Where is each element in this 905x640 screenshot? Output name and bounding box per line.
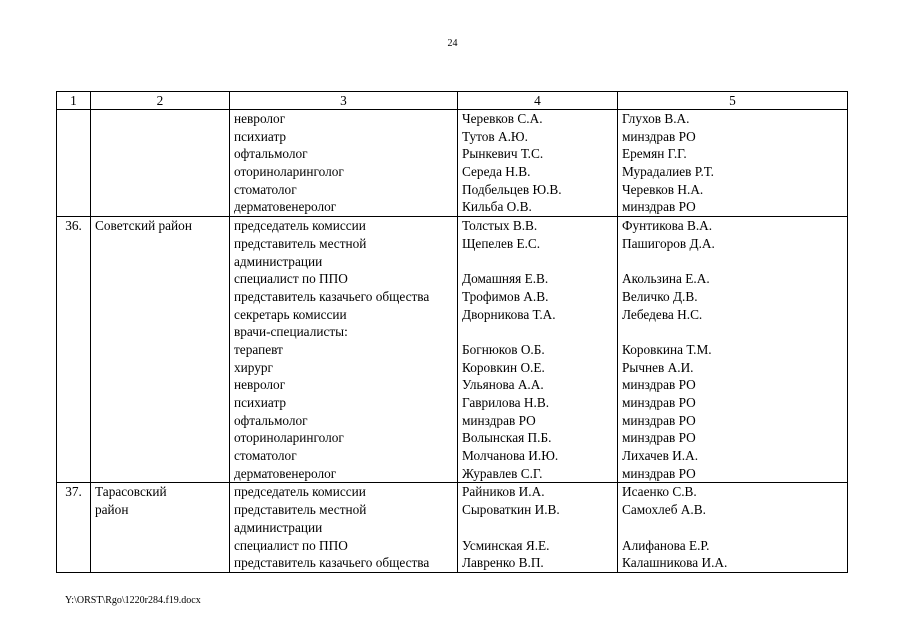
role-cell <box>230 483 458 572</box>
member-name: Домашняя Е.В. <box>462 271 549 287</box>
reserve-cell <box>618 483 848 572</box>
reserve-cell <box>618 217 848 483</box>
header-col-3: 3 <box>230 92 458 110</box>
member-name: Волынская П.Б. <box>462 430 552 446</box>
member-name <box>462 323 613 341</box>
member-name: Толстых В.В. <box>462 218 538 234</box>
member-name: Сыроваткин И.В. <box>462 502 560 518</box>
member-name: Подбельцев Ю.В. <box>462 181 562 197</box>
role-line: оториноларинголог <box>234 164 344 180</box>
role-line: специалист по ППО <box>234 271 348 287</box>
member-name <box>462 253 613 271</box>
header-col-1: 1 <box>57 92 91 110</box>
commission-table <box>56 91 848 573</box>
member-name: Гаврилова Н.В. <box>462 395 550 410</box>
district-cell <box>91 110 230 217</box>
role-line: хирург <box>234 359 273 375</box>
member-name: Ульянова А.А. <box>462 377 544 393</box>
member-name: Тутов А.Ю. <box>462 128 528 144</box>
role-line: секретарь комиссии <box>234 306 347 322</box>
member-name: Кильба О.В. <box>462 199 532 215</box>
district-cell <box>91 483 230 572</box>
district-line: Советский район <box>95 218 192 234</box>
header-col-2: 2 <box>91 92 230 110</box>
role-cell <box>230 217 458 483</box>
reserve-name: Глухов В.А. <box>622 111 690 126</box>
member-name: Усминская Я.Е. <box>462 537 550 553</box>
role-line: председатель комиссии <box>234 218 366 234</box>
member-name: Коровкин О.Е. <box>462 359 545 375</box>
member-name: Трофимов А.В. <box>462 288 549 304</box>
row-number: 36. <box>57 217 91 483</box>
reserve-name: Фунтикова В.А. <box>622 218 713 234</box>
reserve-name: минздрав РО <box>622 395 696 410</box>
table-body <box>57 110 848 573</box>
role-line: психиатр <box>234 128 287 144</box>
reserve-name <box>622 519 843 537</box>
reserve-name <box>622 323 843 341</box>
role-line: администрации <box>234 253 323 269</box>
member-name: Богнюков О.Б. <box>462 341 545 357</box>
reserve-name: минздрав РО <box>622 465 696 481</box>
footer-file-path: Y:\ORST\Rgo\1220r284.f19.docx <box>65 595 201 606</box>
member-cell <box>458 110 618 217</box>
member-name: Щепелев Е.С. <box>462 235 541 251</box>
member-name <box>462 519 613 537</box>
reserve-name: Черевков Н.А. <box>622 181 704 197</box>
role-line: терапевт <box>234 341 283 357</box>
reserve-name: минздрав РО <box>622 128 696 144</box>
table-row <box>57 110 848 217</box>
role-line: невролог <box>234 111 286 126</box>
row-number: 37. <box>57 483 91 572</box>
role-line: представитель местной <box>234 235 367 251</box>
table-header-row <box>57 92 848 110</box>
member-name: Дворникова Т.А. <box>462 306 556 322</box>
district-line: Тарасовский <box>95 484 167 500</box>
table-row <box>57 217 848 483</box>
reserve-name: Еремян Г.Г. <box>622 146 687 162</box>
role-line: представитель местной <box>234 502 367 518</box>
member-name: минздрав РО <box>462 412 536 428</box>
member-name: Райников И.А. <box>462 484 545 500</box>
reserve-name: Рычнев А.И. <box>622 359 694 375</box>
role-line: врачи-специалисты: <box>234 324 348 340</box>
role-line: офтальмолог <box>234 412 308 428</box>
reserve-name: Самохлеб А.В. <box>622 502 706 518</box>
role-line: стоматолог <box>234 448 297 464</box>
role-line: стоматолог <box>234 181 297 197</box>
reserve-name: Мурадалиев Р.Т. <box>622 164 714 180</box>
reserve-name: Лебедева Н.С. <box>622 306 703 322</box>
reserve-name: Пашигоров Д.А. <box>622 235 715 251</box>
member-name: Черевков С.А. <box>462 111 543 126</box>
district-cell <box>91 217 230 483</box>
reserve-name: Калашникова И.А. <box>622 555 728 571</box>
role-line: невролог <box>234 377 286 393</box>
role-line: дерматовенеролог <box>234 465 337 481</box>
header-col-5: 5 <box>618 92 848 110</box>
member-cell <box>458 217 618 483</box>
row-number <box>57 110 91 217</box>
reserve-name: Коровкина Т.М. <box>622 341 712 357</box>
reserve-name: Алифанова Е.Р. <box>622 537 710 553</box>
role-line: оториноларинголог <box>234 430 344 446</box>
reserve-cell <box>618 110 848 217</box>
member-name: Середа Н.В. <box>462 164 531 180</box>
role-line: дерматовенеролог <box>234 199 337 215</box>
role-line: представитель казачьего общества <box>234 288 430 304</box>
member-name: Журавлев С.Г. <box>462 465 543 481</box>
table-row <box>57 483 848 572</box>
page-number: 24 <box>447 38 458 49</box>
role-line: офтальмолог <box>234 146 308 162</box>
reserve-name: Исаенко С.В. <box>622 484 697 500</box>
reserve-name: Лихачев И.А. <box>622 448 699 464</box>
role-line: психиатр <box>234 395 287 410</box>
member-name: Рынкевич Т.С. <box>462 146 544 162</box>
header-col-4: 4 <box>458 92 618 110</box>
district-line: район <box>95 502 129 518</box>
reserve-name: минздрав РО <box>622 199 696 215</box>
reserve-name: Величко Д.В. <box>622 288 698 304</box>
member-cell <box>458 483 618 572</box>
role-line: представитель казачьего общества <box>234 555 430 571</box>
member-name: Молчанова И.Ю. <box>462 448 559 464</box>
reserve-name: минздрав РО <box>622 377 696 393</box>
reserve-name <box>622 253 843 271</box>
reserve-name: минздрав РО <box>622 430 696 446</box>
role-line: председатель комиссии <box>234 484 366 500</box>
reserve-name: Акользина Е.А. <box>622 271 710 287</box>
member-name: Лавренко В.П. <box>462 555 544 571</box>
role-line: специалист по ППО <box>234 537 348 553</box>
role-line: администрации <box>234 519 323 535</box>
role-cell <box>230 110 458 217</box>
reserve-name: минздрав РО <box>622 412 696 428</box>
